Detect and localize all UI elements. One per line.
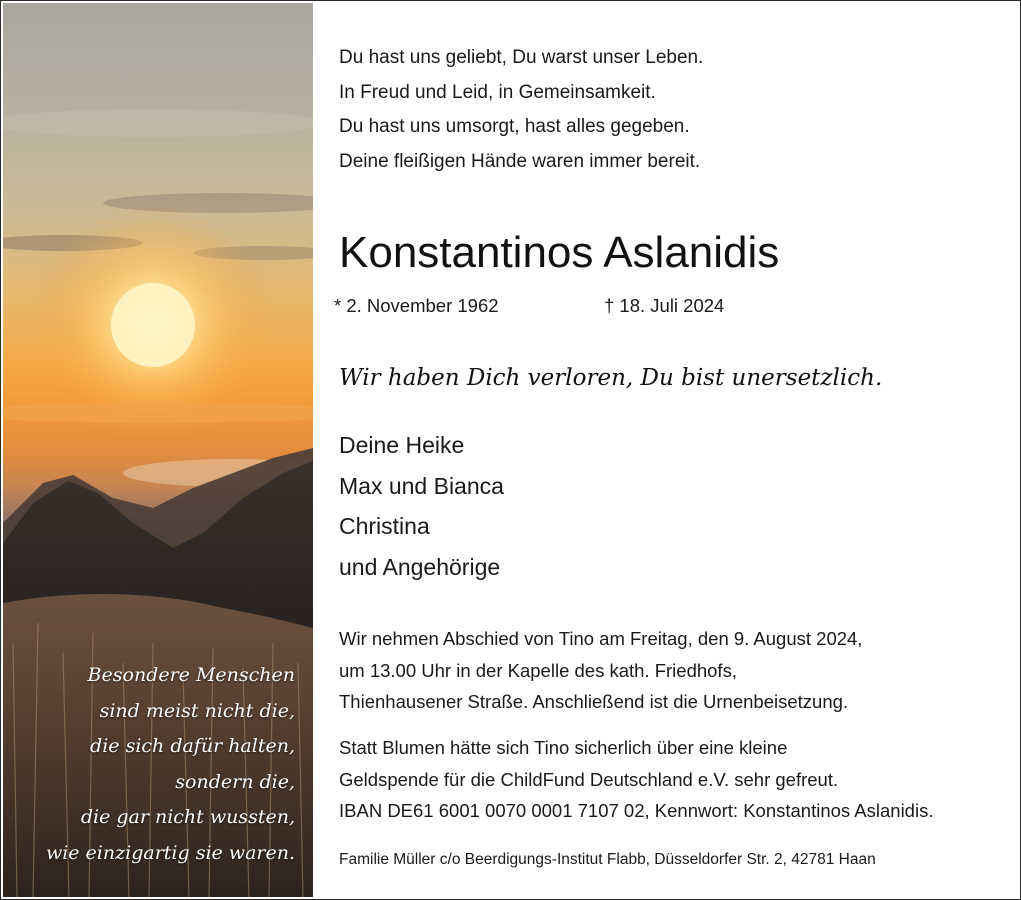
quote-line: die gar nicht wussten,	[80, 806, 295, 828]
farewell-line: Thienhausener Straße. Anschließend ist die Urnenbeisetzung.	[339, 691, 849, 712]
quote-text	[5, 658, 295, 871]
poem-line: Deine fleißigen Hände waren immer bereit.	[339, 150, 701, 172]
poem-line: Du hast uns geliebt, Du warst unser Leben.	[339, 47, 704, 68]
birth-date: * 2. November 1962	[334, 295, 499, 316]
mourner: Deine Heike	[339, 432, 465, 458]
funeral-home-footer: Familie Müller c/o Beerdigungs-Institut Flabb, Düsseldorfer Str. 2, 42781 Haan	[339, 851, 876, 868]
motto: Wir haben Dich verloren, Du bist unersetzlich.	[339, 365, 883, 391]
life-dates	[334, 293, 725, 319]
mourner: Max und Bianca	[339, 472, 504, 499]
donation-line: IBAN DE61 6001 0070 0001 7107 02, Kennwort: Konstantinos Aslanidis.	[339, 800, 934, 821]
quote-line: sondern die,	[175, 770, 295, 793]
farewell-info	[339, 623, 862, 718]
donation-line: Geldspende für die ChildFund Deutschland e.V. sehr gefreut.	[339, 768, 839, 790]
mourner: Christina	[339, 513, 430, 539]
poem-line: In Freud und Leid, in Gemeinsamkeit.	[339, 81, 656, 103]
farewell-line: Wir nehmen Abschied von Tino am Freitag, den 9. August 2024,	[339, 628, 863, 649]
quote-line: sind meist nicht die,	[99, 699, 295, 722]
donation-info	[339, 732, 933, 827]
quote-line: Besondere Menschen	[87, 664, 295, 686]
quote-line: wie einzigartig sie waren.	[45, 841, 295, 864]
farewell-line: um 13.00 Uhr in der Kapelle des kath. Friedhofs,	[339, 659, 737, 681]
mourners-list	[339, 425, 504, 587]
mourner: und Angehörige	[339, 553, 501, 580]
poem	[339, 41, 703, 179]
sunset-mountain-image	[3, 3, 313, 897]
poem-line: Du hast uns umsorgt, hast alles gegeben.	[339, 116, 690, 137]
donation-line: Statt Blumen hätte sich Tino sicherlich über eine kleine	[339, 737, 788, 758]
quote-line: die sich dafür halten,	[90, 735, 295, 757]
deceased-name: Konstantinos Aslanidis	[339, 228, 780, 277]
death-date: † 18. Juli 2024	[604, 295, 725, 316]
